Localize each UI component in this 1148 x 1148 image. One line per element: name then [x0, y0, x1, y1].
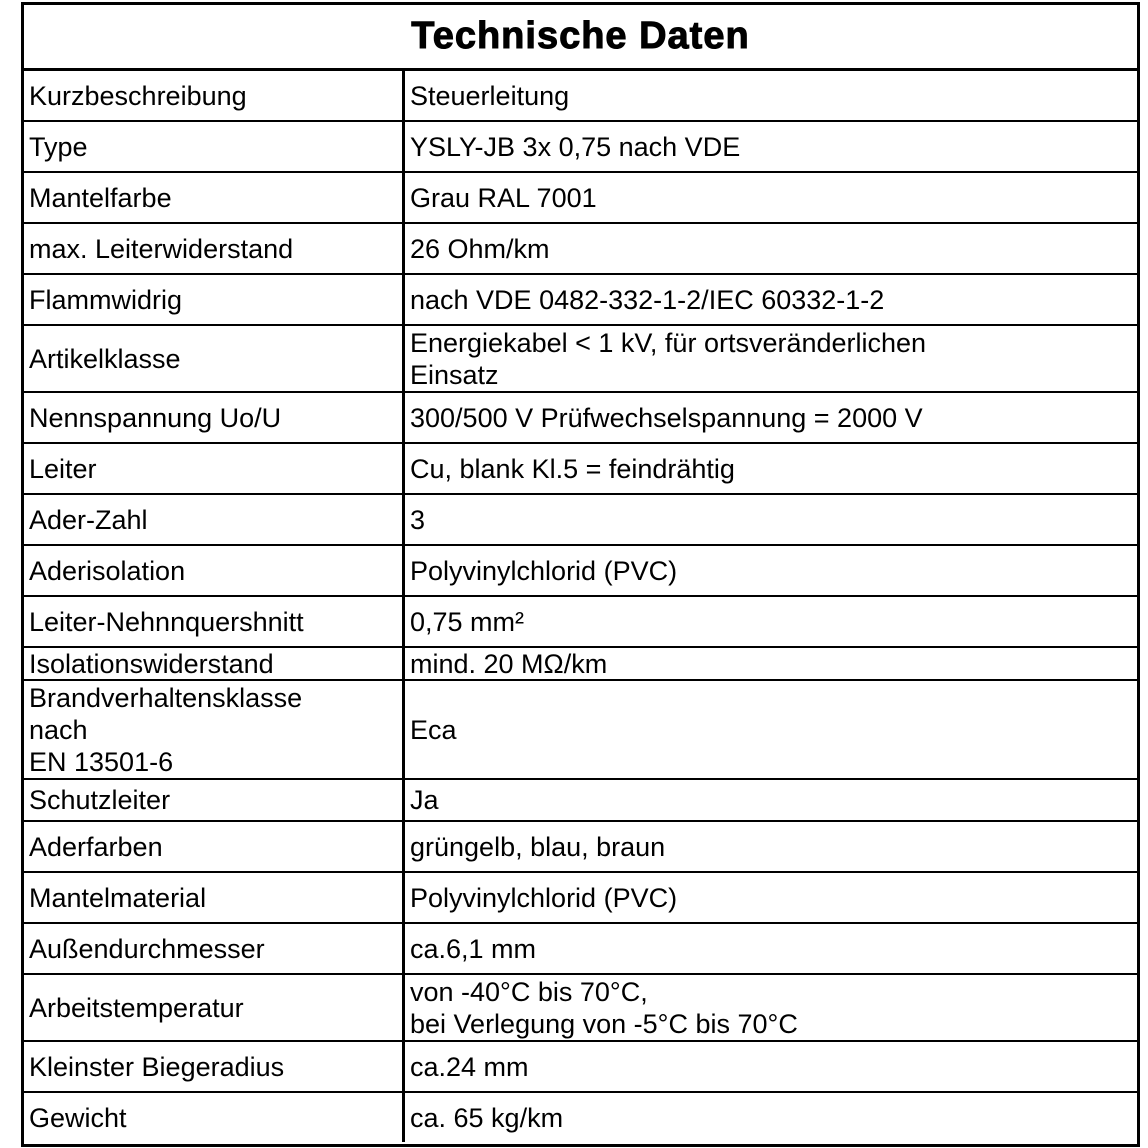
table-row	[24, 1093, 1137, 1142]
row-value: von -40°C bis 70°C, bei Verlegung von -5°C bis 70°C	[410, 976, 798, 1039]
row-value: Steuerleitung	[410, 80, 570, 111]
row-value: 3	[410, 504, 426, 535]
table-row	[24, 444, 1137, 495]
row-value: Cu, blank Kl.5 = feindrähtig	[410, 453, 735, 484]
table-row	[24, 780, 1137, 822]
table-row	[24, 275, 1137, 326]
row-value: Energiekabel < 1 kV, für ortsveränderlichen Einsatz	[410, 327, 927, 390]
row-label: Leiter	[24, 444, 405, 493]
table-row	[24, 975, 1137, 1042]
row-label: Flammwidrig	[24, 275, 405, 324]
table-row	[24, 71, 1137, 122]
row-value: Polyvinylchlorid (PVC)	[410, 555, 678, 586]
row-label: Gewicht	[24, 1093, 405, 1142]
row-value: Grau RAL 7001	[410, 182, 597, 213]
row-value: 300/500 V Prüfwechselspannung = 2000 V	[410, 402, 923, 433]
row-label: Mantelfarbe	[24, 173, 405, 222]
row-label: Aderisolation	[24, 546, 405, 595]
row-value: Ja	[410, 785, 439, 815]
table-row	[24, 597, 1137, 648]
row-value: ca.24 mm	[410, 1051, 529, 1082]
row-label: max. Leiterwiderstand	[24, 224, 405, 273]
row-label: Mantelmaterial	[24, 873, 405, 922]
table-row	[24, 495, 1137, 546]
row-value: ca. 65 kg/km	[410, 1102, 564, 1133]
row-value: YSLY-JB 3x 0,75 nach VDE	[410, 131, 741, 162]
row-value: Eca	[410, 714, 457, 745]
row-label: Isolationswiderstand	[24, 648, 405, 679]
row-value: nach VDE 0482-332-1-2/IEC 60332-1-2	[410, 284, 885, 315]
table-row	[24, 822, 1137, 873]
row-label: Kurzbeschreibung	[24, 71, 405, 120]
row-value: 0,75 mm²	[410, 606, 525, 637]
row-label: Brandverhaltensklasse nach EN 13501-6	[24, 681, 405, 778]
table-row	[24, 1042, 1137, 1093]
row-value: grüngelb, blau, braun	[410, 831, 666, 862]
row-value: 26 Ohm/km	[410, 233, 550, 264]
row-label: Kleinster Biegeradius	[24, 1042, 405, 1091]
table-row	[24, 224, 1137, 275]
row-value: mind. 20 MΩ/km	[410, 648, 608, 679]
technical-data-table	[21, 2, 1140, 1147]
table-row	[24, 648, 1137, 681]
row-value: Polyvinylchlorid (PVC)	[410, 882, 678, 913]
table-row	[24, 326, 1137, 393]
row-value: ca.6,1 mm	[410, 933, 537, 964]
table-title: Technische Daten	[24, 5, 1137, 71]
table-row	[24, 546, 1137, 597]
table-row	[24, 122, 1137, 173]
table-row	[24, 393, 1137, 444]
row-label: Aderfarben	[24, 822, 405, 871]
table-row	[24, 681, 1137, 780]
row-label: Schutzleiter	[24, 780, 405, 820]
row-label: Außendurchmesser	[24, 924, 405, 973]
table-row	[24, 924, 1137, 975]
row-label: Nennspannung Uo/U	[24, 393, 405, 442]
table-row	[24, 173, 1137, 224]
table-row	[24, 873, 1137, 924]
row-label: Ader-Zahl	[24, 495, 405, 544]
row-label: Artikelklasse	[24, 326, 405, 391]
row-label: Arbeitstemperatur	[24, 975, 405, 1040]
row-label: Leiter-Nehnnquershnitt	[24, 597, 405, 646]
row-label: Type	[24, 122, 405, 171]
